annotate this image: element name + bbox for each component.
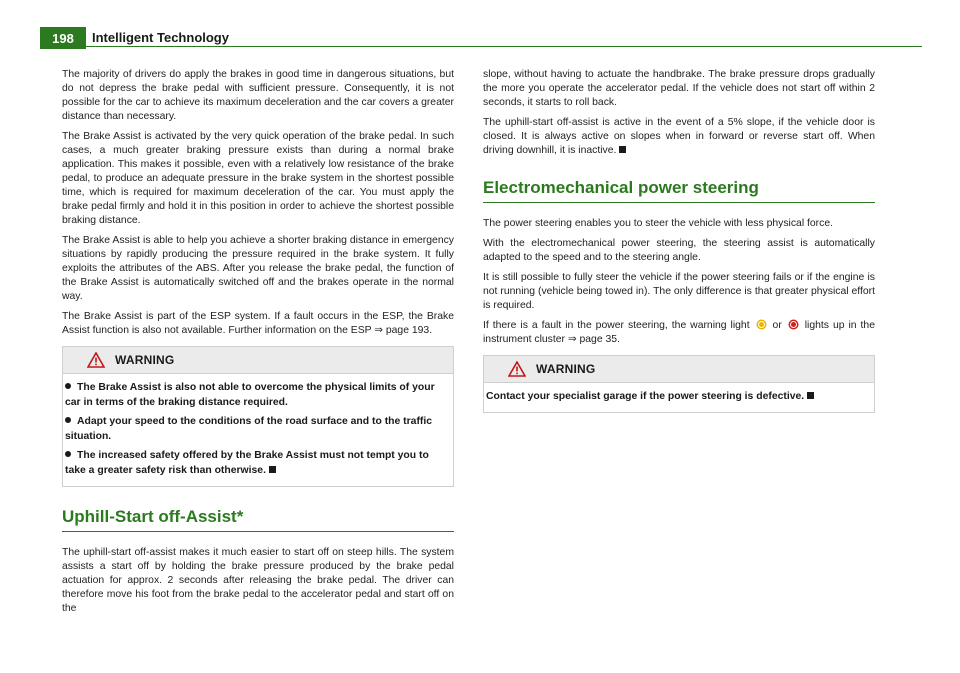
left-column (62, 68, 454, 622)
page-number: 198 (40, 27, 86, 49)
steering-warning-yellow-icon (756, 319, 767, 330)
warning-box-brake-assist (62, 346, 454, 487)
warning-title: WARNING (115, 353, 175, 367)
paragraph: The uphill-start off-assist makes it much easier to start off on steep hills. The system assists a start off by holding the brake pressure produced by the brake pedal actuation for approx. 2 seconds after releasing the brake pedal. The driver can therefore move his foot from the brake pedal to the accelerator pedal and start off on the (62, 547, 454, 614)
end-mark-icon (269, 466, 276, 473)
paragraph: It is still possible to fully steer the vehicle if the power steering fails or if the engine is not running (vehicle being towed in). The only difference is that greater physical effort is required. (483, 272, 875, 311)
paragraph: The Brake Assist is activated by the very quick operation of the brake pedal. In such cases, a much greater braking pressure exists than during a normal brake application. This makes it possible, even with a relatively low resistance of the brake pedal, to produce an adequate pressure in the brake system in the shortest possible time, which is required for maximum deceleration of the car. You must apply the brake pedal firmly and hold it in this position in order to achieve the shortest possible braking distance. (62, 131, 454, 226)
paragraph: The uphill-start off-assist is active in the event of a 5% slope, if the vehicle door is closed. It is always active on slopes when in forward or reverse start off. When driving downhill, it is inactive. (483, 117, 875, 156)
paragraph: The Brake Assist is part of the ESP system. If a fault occurs in the ESP, the Brake Assist function is also not available. Further information on the ESP ⇒ page 193. (62, 311, 454, 336)
warning-header (484, 356, 874, 383)
warning-triangle-icon (87, 352, 105, 368)
warning-body (63, 374, 453, 486)
bullet-icon (65, 451, 71, 457)
paragraph: The majority of drivers do apply the brakes in good time in dangerous situations, but do not depress the brake pedal with sufficient pressure. Consequently, it is not possible for the car to achieve its maximum deceleration and the car covers a greater distance than necessary. (62, 69, 454, 122)
warning-body (484, 383, 874, 412)
warning-item: Contact your specialist garage if the power steering is defective. (486, 389, 868, 404)
bullet-icon (65, 417, 71, 423)
warning-box-power-steering (483, 355, 875, 413)
section-heading-uphill-start: Uphill-Start off-Assist* (62, 507, 454, 532)
warning-header (63, 347, 453, 374)
warning-item: The Brake Assist is also not able to overcome the physical limits of your car in terms of the braking distance required. (65, 382, 435, 408)
section-heading-power-steering: Electromechanical power steering (483, 178, 875, 203)
end-mark-icon (807, 392, 814, 399)
warning-title: WARNING (536, 362, 596, 376)
warning-triangle-icon (508, 361, 526, 377)
paragraph: If there is a fault in the power steering, the warning light or lights up in the instrument cluster ⇒ page 35. (483, 320, 875, 345)
paragraph: With the electromechanical power steering, the steering assist is automatically adapted to the speed and to the steering angle. (483, 238, 875, 263)
header-rule (86, 46, 922, 47)
end-mark-icon (619, 146, 626, 153)
page-header-title: Intelligent Technology (92, 30, 229, 45)
paragraph: The power steering enables you to steer the vehicle with less physical force. (483, 218, 833, 229)
paragraph: slope, without having to actuate the handbrake. The brake pressure drops gradually the more you operate the accelerator pedal. If the vehicle does not start off within 2 seconds, it starts to roll back. (483, 69, 875, 108)
bullet-icon (65, 383, 71, 389)
steering-warning-red-icon (788, 319, 799, 330)
right-column (483, 68, 875, 421)
warning-item: Adapt your speed to the conditions of the road surface and to the traffic situation. (65, 416, 433, 442)
warning-item: The increased safety offered by the Brake Assist must not tempt you to take a greater safety risk than otherwise. (65, 450, 429, 476)
paragraph: The Brake Assist is able to help you achieve a shorter braking distance in emergency situations by rapidly producing the pressure required in the brake system. It fully exploits the attributes of the ABS. After you release the brake pedal, the function of the Brake Assist is automatically switched off and the brakes operate in the normal way. (62, 235, 454, 302)
